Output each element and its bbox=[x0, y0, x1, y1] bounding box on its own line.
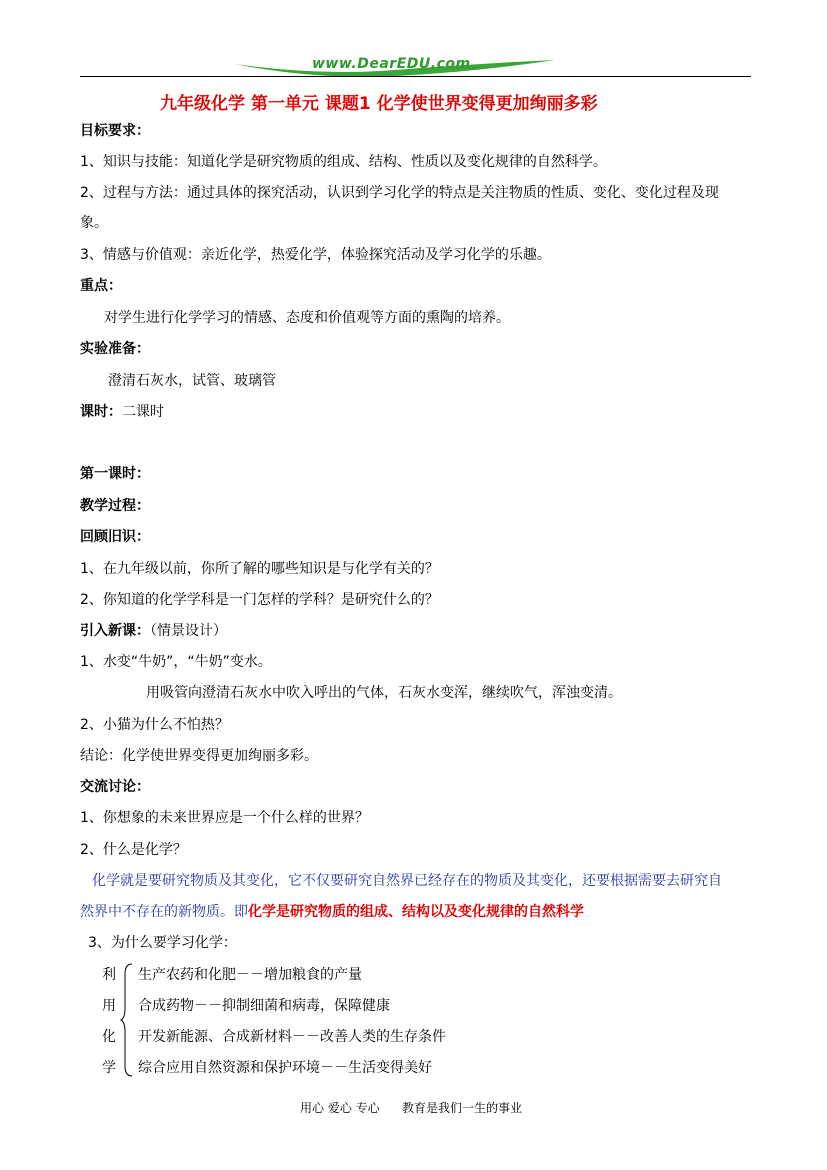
why-char-3: 化 bbox=[102, 1029, 116, 1045]
footer-left: 用心 爱心 专心 bbox=[300, 1101, 380, 1115]
why-item-1: 生产农药和化肥－－增加粮食的产量 bbox=[138, 967, 362, 983]
prep-text: 澄清石灰水，试管、玻璃管 bbox=[108, 373, 276, 389]
process-heading: 教学过程： bbox=[80, 498, 150, 514]
discuss-1: 1、你想象的未来世界应是一个什么样的世界？ bbox=[80, 810, 369, 826]
discuss-heading: 交流讨论： bbox=[80, 779, 150, 795]
footer-right: 教育是我们一生的事业 bbox=[402, 1101, 523, 1115]
curly-brace-icon bbox=[120, 962, 134, 1078]
review-heading: 回顾旧识： bbox=[80, 529, 150, 545]
hours-line bbox=[80, 403, 164, 421]
why-char-1: 利 bbox=[102, 967, 116, 983]
page-title: 九年级化学 第一单元 课题1 化学使世界变得更加绚丽多彩 bbox=[160, 94, 598, 114]
why-item-3: 开发新能源、合成新材料－－改善人类的生存条件 bbox=[138, 1029, 446, 1045]
header-rule bbox=[80, 76, 751, 77]
chem-definition-a: 化学就是要研究物质及其变化，它不仅要研究自然界已经存在的物质及其变化，还要根据需要去研究自 bbox=[92, 873, 722, 889]
chem-definition-highlight: 化学是研究物质的组成、结构以及变化规律的自然科学 bbox=[248, 904, 584, 920]
goal-3: 3、情感与价值观：亲近化学，热爱化学，体验探究活动及学习化学的乐趣。 bbox=[80, 247, 551, 263]
hours-heading: 课时： bbox=[80, 404, 122, 420]
chem-definition-b-lead: 然界中不存在的新物质。即 bbox=[80, 904, 248, 920]
goal-2a: 2、过程与方法：通过具体的探究活动，认识到学习化学的特点是关注物质的性质、变化、变化过程及现 bbox=[80, 185, 719, 201]
intro-note: （情景设计） bbox=[150, 623, 227, 639]
conclusion: 结论：化学使世界变得更加绚丽多彩。 bbox=[80, 748, 318, 764]
goal-2b: 象。 bbox=[80, 215, 108, 231]
goal-1: 1、知识与技能：知道化学是研究物质的组成、结构、性质以及变化规律的自然科学。 bbox=[80, 154, 607, 170]
why-item-2: 合成药物－－抑制细菌和病毒，保障健康 bbox=[138, 998, 390, 1014]
focus-text: 对学生进行化学学习的情感、态度和价值观等方面的熏陶的培养。 bbox=[104, 310, 510, 326]
review-1: 1、在九年级以前，你所了解的哪些知识是与化学有关的？ bbox=[80, 561, 439, 577]
focus-heading: 重点： bbox=[80, 278, 122, 294]
intro-1: 1、水变“牛奶”，“牛奶”变水。 bbox=[80, 654, 272, 670]
why-char-2: 用 bbox=[102, 998, 116, 1014]
hours-text: 二课时 bbox=[122, 404, 164, 420]
goals-heading: 目标要求： bbox=[80, 123, 150, 139]
why-char-4: 学 bbox=[102, 1060, 116, 1076]
intro-1-detail: 用吸管向澄清石灰水中吹入呼出的气体，石灰水变浑，继续吹气，浑浊变清。 bbox=[146, 685, 622, 701]
chem-definition-b bbox=[80, 903, 584, 921]
intro-line bbox=[80, 622, 227, 640]
prep-heading: 实验准备： bbox=[80, 341, 150, 357]
discuss-2: 2、什么是化学？ bbox=[80, 842, 187, 858]
review-2: 2、你知道的化学学科是一门怎样的学科？是研究什么的？ bbox=[80, 592, 439, 608]
logo-text: www.DearEDU.com bbox=[312, 56, 471, 72]
why-heading: 3、为什么要学习化学： bbox=[88, 935, 237, 951]
why-item-4: 综合应用自然资源和保护环境－－生活变得美好 bbox=[138, 1060, 432, 1076]
intro-2: 2、小猫为什么不怕热？ bbox=[80, 717, 229, 733]
lesson-1-heading: 第一课时： bbox=[80, 466, 150, 482]
intro-heading: 引入新课： bbox=[80, 623, 150, 639]
